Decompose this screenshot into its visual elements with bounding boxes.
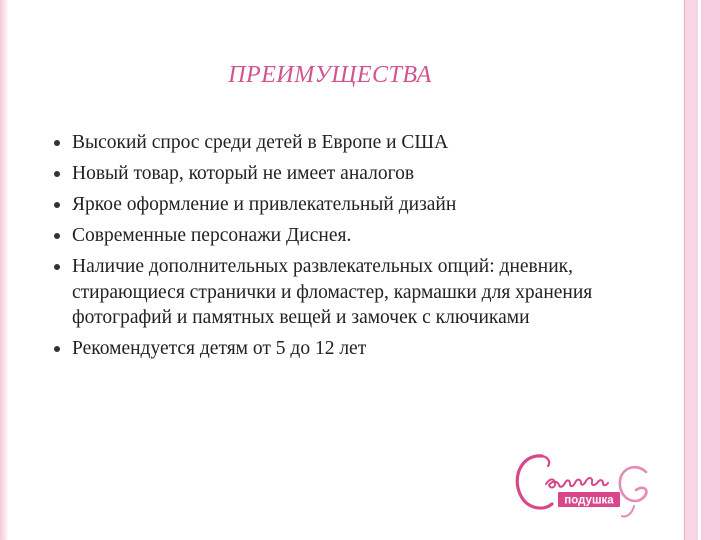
bullet-text: Новый товар, который не имеет аналогов (72, 163, 415, 184)
bullet-icon (54, 202, 60, 208)
bullet-list (45, 130, 635, 367)
bullet-icon (54, 233, 60, 239)
list-item (45, 130, 635, 156)
right-border-decoration (684, 0, 720, 540)
slide-title: ПРЕИМУЩЕСТВА (228, 62, 432, 88)
logo-label: подушка (564, 494, 614, 507)
list-item (45, 161, 635, 187)
secret-pillow-logo (508, 446, 658, 526)
bullet-icon (54, 346, 60, 352)
bullet-text: Наличие дополнительных развлекательных опций: дневник, стирающиеся странички и фломастер, кармашки для хранения фотографий и памятных вещей и замочек с ключиками (72, 256, 593, 328)
bullet-icon (54, 140, 60, 146)
bullet-icon (54, 264, 60, 270)
list-item (45, 336, 635, 362)
bullet-icon (54, 171, 60, 177)
logo-graphic (508, 446, 658, 526)
list-item (45, 223, 635, 249)
bullet-text: Яркое оформление и привлекательный дизайн (72, 194, 457, 215)
bullet-text: Высокий спрос среди детей в Европе и США (72, 132, 449, 153)
list-item (45, 192, 635, 218)
bullet-text: Рекомендуется детям от 5 до 12 лет (72, 338, 367, 359)
bullet-text: Современные персонажи Диснея. (72, 225, 352, 246)
list-item (45, 254, 635, 331)
